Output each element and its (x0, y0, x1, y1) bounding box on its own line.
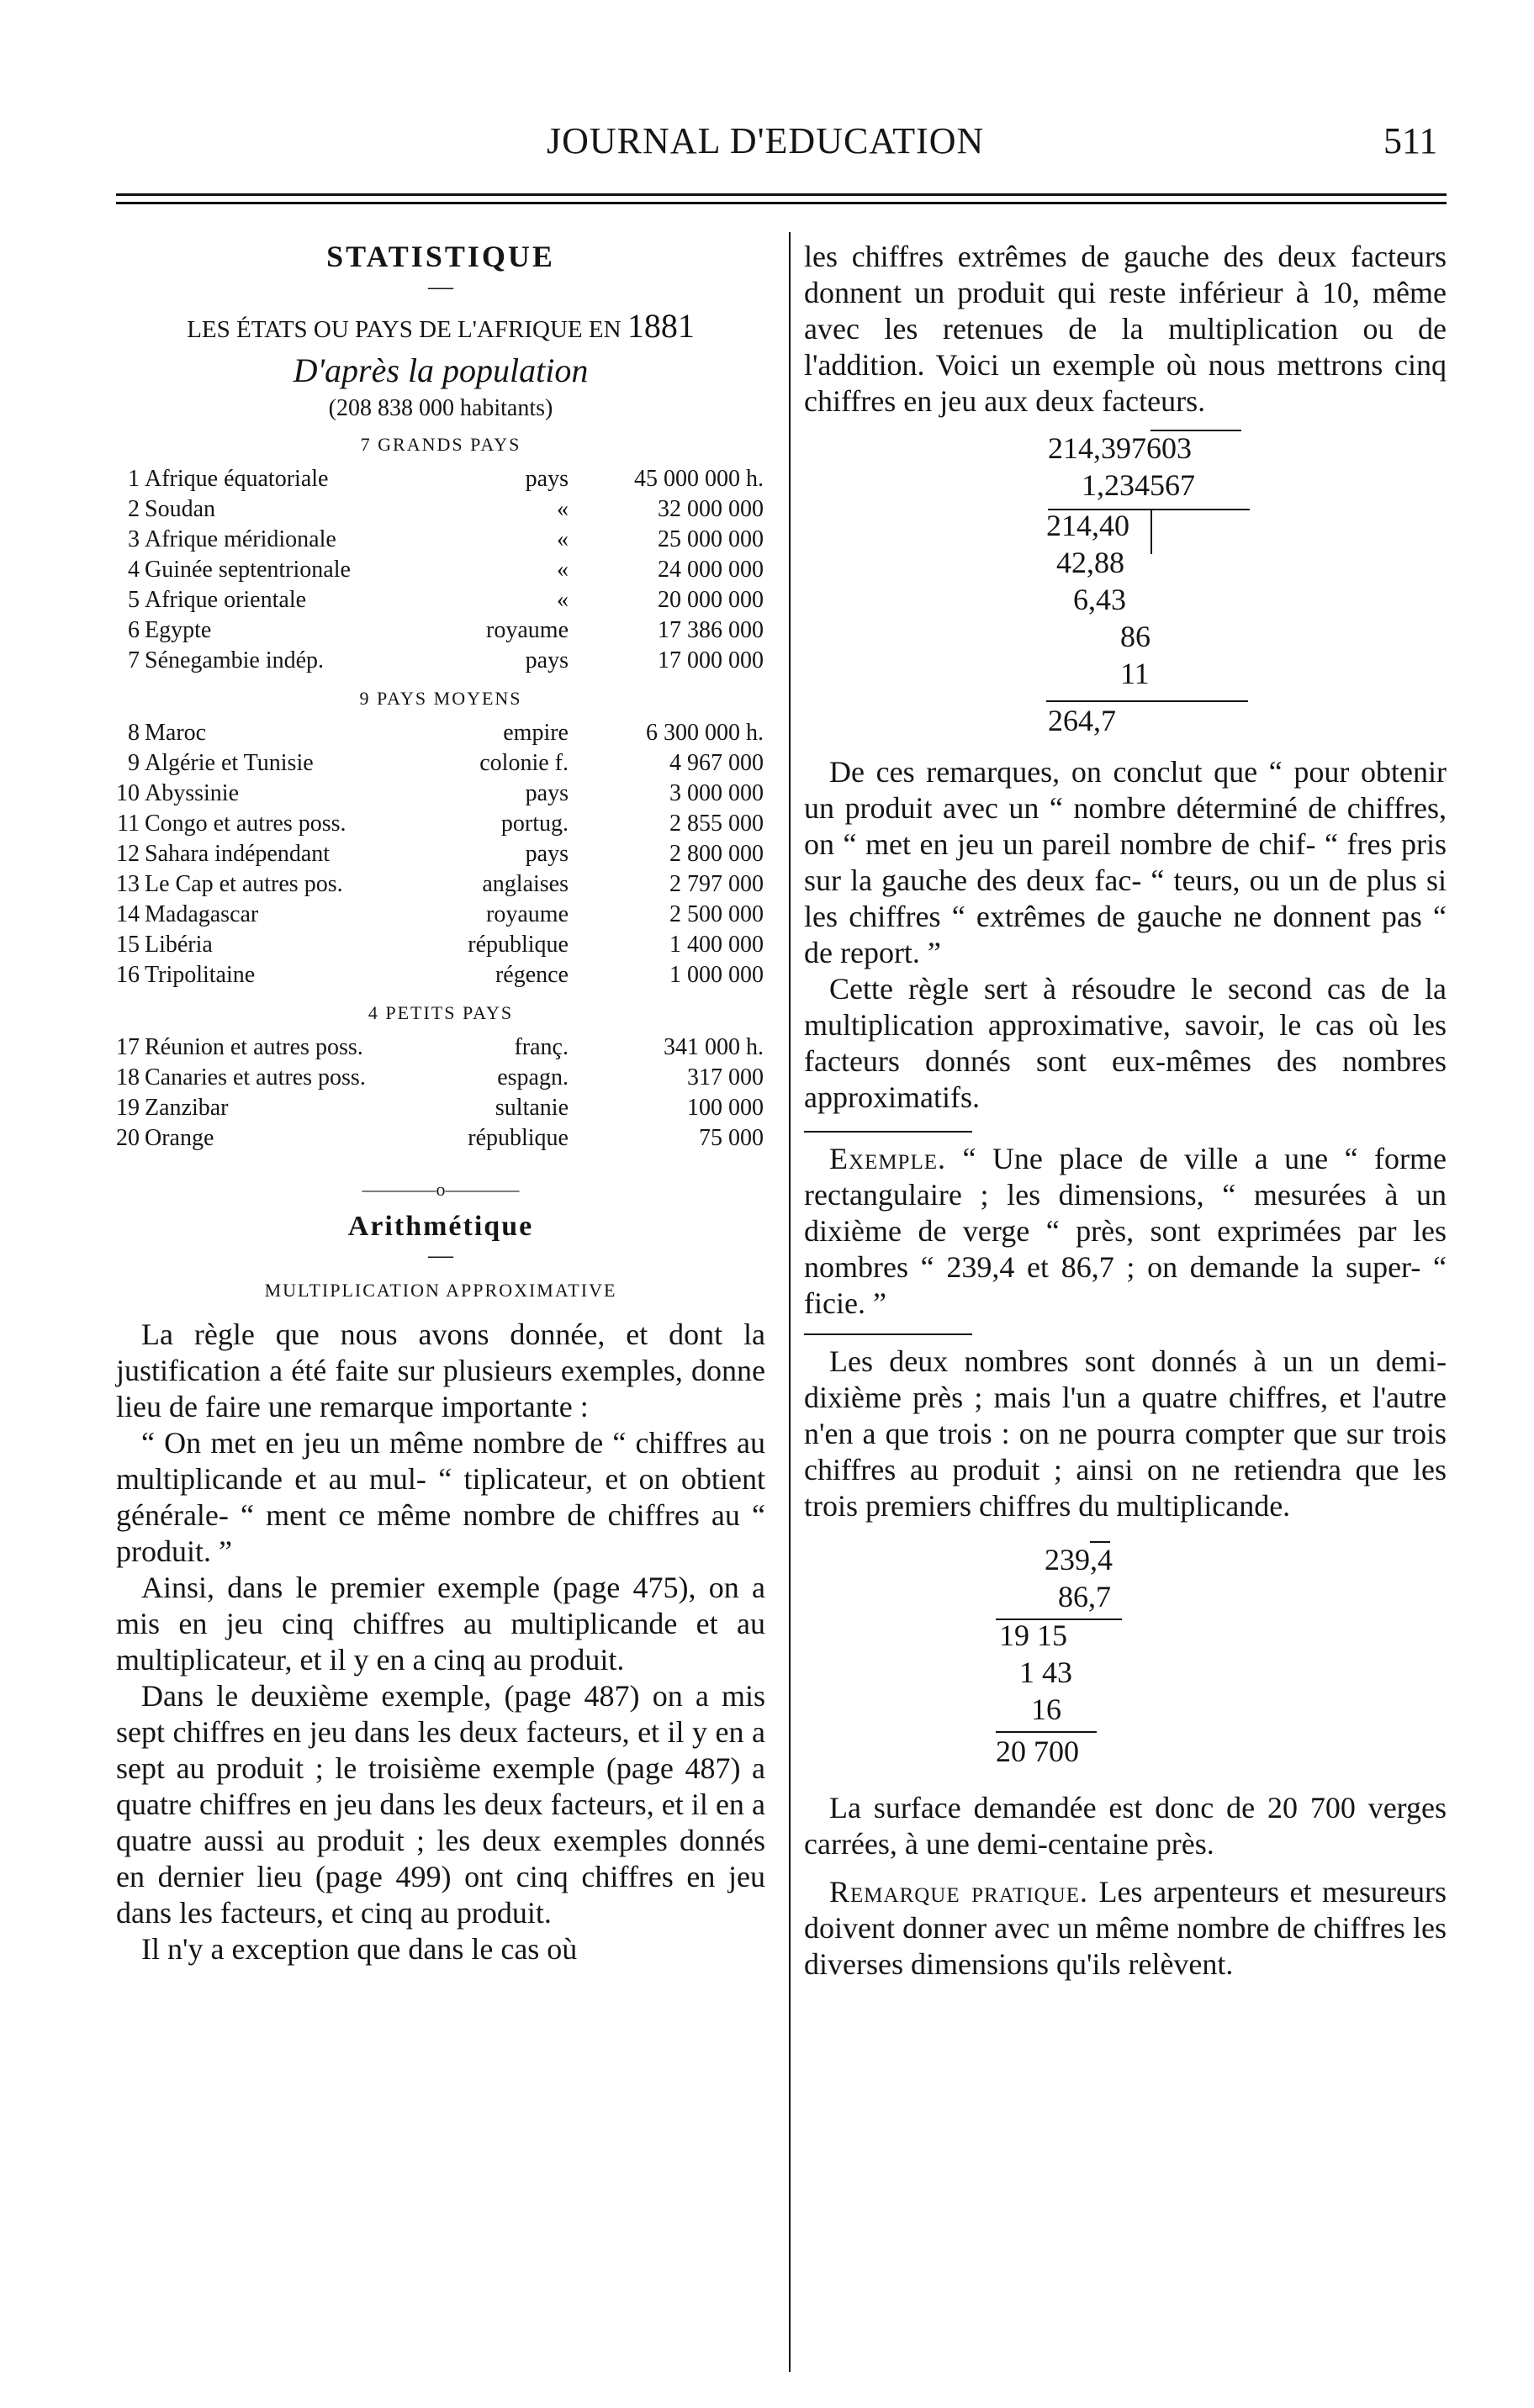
calc2-multiplier: 86,7 (1058, 1580, 1111, 1613)
country-population: 2 800 000 (669, 841, 764, 867)
country-population: 32 000 000 (658, 496, 764, 522)
country-status: pays (525, 780, 569, 806)
arithmetic-title: Arithmétique (347, 1211, 534, 1242)
group-heading-small: 4 PETITS PAYS (368, 1002, 514, 1023)
country-number: 1 (128, 466, 140, 492)
country-population: 100 000 (687, 1095, 764, 1121)
country-status: espagn. (497, 1064, 569, 1090)
country-status: république (468, 1125, 569, 1151)
states-subtitle (116, 306, 765, 346)
calc1-partial: 42,88 (1056, 546, 1124, 579)
country-status: colonie f. (479, 750, 569, 776)
header-rule-bottom (116, 202, 1447, 204)
country-name: Orange (145, 1125, 214, 1151)
country-number: 20 (116, 1125, 140, 1151)
section-title: STATISTIQUE (326, 240, 555, 273)
paragraph-remark (804, 1874, 1447, 1983)
country-number: 8 (128, 720, 140, 746)
country-number: 17 (116, 1034, 140, 1060)
example-rule-bottom (804, 1333, 972, 1335)
country-population: 2 500 000 (669, 901, 764, 927)
calc2-result: 20 700 (996, 1735, 1079, 1768)
country-row (116, 494, 764, 525)
calc2-overline (1090, 1541, 1110, 1543)
calc2-partial: 19 15 (999, 1619, 1067, 1652)
example-text: “ Une place de ville a une “ forme rectangulaire ; les dimensions, “ mesurées à un dixième de verge “ près, sont exprimées par les nombres “ 239,4 et 86,7 ; on demande la super- “ ficie. ” (804, 1142, 1447, 1320)
country-row (116, 646, 764, 676)
paragraph-conclusion: De ces remarques, on conclut que “ pour obtenir un produit avec un “ nombre déterminé de chiffres, on “ met en jeu un pareil nombre de chif- “ fres pris sur la gauche des deux fac- “ teurs, ou un de plus si les chiffres “ extrêmes de gauche ne donnent pas “ de report. ” (804, 755, 1447, 969)
left-column (116, 239, 765, 1967)
calc1-partial: 214,40 (1046, 509, 1129, 542)
country-population: 317 000 (687, 1064, 764, 1090)
country-row (116, 900, 764, 930)
country-row (116, 809, 764, 839)
country-name: Algérie et Tunisie (145, 750, 314, 776)
calc1-partial: 11 (1120, 657, 1150, 690)
country-row (116, 1063, 764, 1093)
country-population: 3 000 000 (669, 780, 764, 806)
country-name: Guinée septentrionale (145, 557, 351, 583)
country-row (116, 615, 764, 646)
country-number: 7 (128, 647, 140, 673)
country-population: 17 000 000 (658, 647, 764, 673)
country-number: 16 (116, 962, 140, 988)
calc2-multiplicand: 239,4 (1045, 1543, 1113, 1576)
country-status: empire (503, 720, 569, 746)
paragraph-rule-use: Cette règle sert à résoudre le second cas de la multiplication approximative, savoir, le cas où les facteurs donnés sont eux-mêmes des nombres approximatifs. (804, 972, 1447, 1114)
country-status: sultanie (495, 1095, 569, 1121)
country-name: Libéria (145, 932, 213, 958)
country-population: 2 855 000 (669, 811, 764, 837)
country-row (116, 748, 764, 779)
country-status: « (557, 587, 569, 613)
calc1-overline (1150, 430, 1241, 431)
country-name: Sahara indépendant (145, 841, 331, 867)
country-table-medium (116, 718, 764, 990)
country-population: 75 000 (699, 1125, 764, 1151)
country-status: anglaises (482, 871, 569, 897)
remark-text: Les arpenteurs et mesureurs doivent donner avec un même nombre de chiffres les diverses dimensions qu'ils relèvent. (804, 1875, 1447, 1981)
country-status: portug. (500, 811, 569, 837)
calculation-one (804, 420, 1447, 747)
country-row (116, 960, 764, 990)
country-population: 2 797 000 (669, 871, 764, 897)
calc1-column-bar (1150, 509, 1152, 554)
country-population: 6 300 000 h. (646, 720, 764, 746)
example-label: Exemple. (829, 1142, 946, 1175)
country-population: 1 000 000 (669, 962, 764, 988)
country-population: 24 000 000 (658, 557, 764, 583)
country-number: 5 (128, 587, 140, 613)
paragraph-example-one: Ainsi, dans le premier exemple (page 475), on a mis en jeu cinq chiffres au multiplicande et au multiplicateur, et il y en a cinq au produit. (116, 1571, 765, 1677)
country-name: Afrique équatoriale (145, 466, 329, 492)
country-name: Sénegambie indép. (145, 647, 325, 673)
country-name: Egypte (145, 617, 212, 643)
paragraph-quote: “ On met en jeu un même nombre de “ chiffres au multiplicande et au mul- “ tiplicateur, et on obtient générale- “ ment ce même nombre de chiffres au “ produit. ” (116, 1426, 765, 1568)
group-heading-large: 7 GRANDS PAYS (360, 434, 521, 455)
header-rule-top (116, 193, 1447, 196)
country-table-small (116, 1032, 764, 1154)
paragraph-intro: les chiffres extrêmes de gauche des deux facteurs donnent un produit qui reste inférieur à 10, même avec les retenues de la multiplication ou de l'addition. Voici un exemple où nous mettrons cinq chiffres en jeu aux deux facteurs. (804, 240, 1447, 418)
calc1-partial: 86 (1120, 620, 1150, 653)
country-number: 14 (116, 901, 140, 927)
country-status: pays (525, 466, 569, 492)
country-population: 17 386 000 (658, 617, 764, 643)
country-name: Afrique méridionale (145, 526, 336, 552)
country-population: 25 000 000 (658, 526, 764, 552)
country-row (116, 839, 764, 869)
country-status: pays (525, 647, 569, 673)
country-name: Madagascar (145, 901, 259, 927)
states-subtitle-text: LES ÉTATS OU PAYS DE L'AFRIQUE EN (187, 316, 622, 343)
country-name: Réunion et autres poss. (145, 1034, 363, 1060)
country-row (116, 585, 764, 615)
states-subtitle-year: 1881 (627, 307, 695, 345)
country-row (116, 525, 764, 555)
country-number: 4 (128, 557, 140, 583)
country-status: franç. (514, 1034, 569, 1060)
country-status: pays (525, 841, 569, 867)
group-heading-medium: 9 PAYS MOYENS (359, 688, 522, 709)
country-table-large (116, 464, 764, 676)
country-population: 4 967 000 (669, 750, 764, 776)
right-column (804, 239, 1447, 1983)
country-row (116, 1123, 764, 1154)
country-number: 9 (128, 750, 140, 776)
country-name: Canaries et autres poss. (145, 1064, 366, 1090)
calc2-partial: 16 (1031, 1692, 1061, 1726)
country-name: Afrique orientale (145, 587, 307, 613)
title-dash: — (428, 272, 453, 300)
country-row (116, 779, 764, 809)
calc2-partial: 1 43 (1019, 1656, 1072, 1689)
country-status: « (557, 557, 569, 583)
calc1-multiplicand: 214,397603 (1048, 431, 1192, 465)
paragraph-exception: Il n'y a exception que dans le cas où (141, 1932, 578, 1966)
country-row (116, 464, 764, 494)
remark-label: Remarque pratique. (829, 1875, 1088, 1909)
country-number: 12 (116, 841, 140, 867)
calculation-two (804, 1524, 1447, 1777)
paragraph-example (804, 1141, 1447, 1322)
country-name: Congo et autres poss. (145, 811, 346, 837)
multiplication-title: MULTIPLICATION APPROXIMATIVE (264, 1280, 617, 1301)
running-head: JOURNAL D'EDUCATION (547, 120, 985, 161)
section-separator: ————o———— (362, 1179, 520, 1200)
calc1-partial: 6,43 (1073, 583, 1126, 616)
country-name: Soudan (145, 496, 215, 522)
calc1-result: 264,7 (1048, 704, 1116, 737)
country-number: 15 (116, 932, 140, 958)
country-status: « (557, 526, 569, 552)
population-note: (208 838 000 habitants) (328, 395, 553, 421)
country-population: 1 400 000 (669, 932, 764, 958)
paragraph-numbers: Les deux nombres sont donnés à un un demi-dixième près ; mais l'un a quatre chiffres, et l'autre n'en a que trois : on ne pourra compter que sur trois chiffres au produit ; ainsi on ne retiendra que les trois premiers chiffres du multiplicande. (804, 1344, 1447, 1523)
country-name: Abyssinie (145, 780, 239, 806)
country-number: 13 (116, 871, 140, 897)
paragraph-example-two: Dans le deuxième exemple, (page 487) on a mis sept chiffres en jeu dans les deux facteurs, et il y en a sept au produit ; le troisième exemple (page 487) a quatre chiffres en jeu dans les deux facteurs, et il en a quatre aussi au produit ; les deux exemples donnés en dernier lieu (page 499) ont cinq chiffres en jeu dans les facteurs, et cinq au produit. (116, 1679, 765, 1930)
country-row (116, 555, 764, 585)
country-status: royaume (486, 617, 569, 643)
country-number: 6 (128, 617, 140, 643)
country-number: 11 (117, 811, 140, 837)
country-population: 341 000 h. (664, 1034, 764, 1060)
paragraph-rule: La règle que nous avons donnée, et dont la justification a été faite sur plusieurs exemples, donne lieu de faire une remarque importante : (116, 1318, 765, 1423)
country-number: 3 (128, 526, 140, 552)
country-population: 45 000 000 h. (634, 466, 764, 492)
country-name: Tripolitaine (145, 962, 256, 988)
country-row (116, 1093, 764, 1123)
country-row (116, 930, 764, 960)
country-status: royaume (486, 901, 569, 927)
country-row (116, 869, 764, 900)
italic-subtitle: D'après la population (293, 351, 589, 389)
country-number: 19 (116, 1095, 140, 1121)
paragraph-surface: La surface demandée est donc de 20 700 verges carrées, à une demi-centaine près. (804, 1791, 1447, 1861)
page-number: 511 (1383, 120, 1438, 161)
country-population: 20 000 000 (658, 587, 764, 613)
country-status: régence (495, 962, 569, 988)
country-row (116, 718, 764, 748)
country-name: Le Cap et autres pos. (145, 871, 343, 897)
country-name: Zanzibar (145, 1095, 229, 1121)
column-divider (789, 232, 791, 2372)
country-row (116, 1032, 764, 1063)
country-number: 18 (116, 1064, 140, 1090)
country-status: « (557, 496, 569, 522)
calc1-multiplier: 1,234567 (1082, 468, 1195, 502)
arithmetic-dash: — (428, 1241, 453, 1269)
country-name: Maroc (145, 720, 207, 746)
country-number: 2 (128, 496, 140, 522)
country-number: 10 (116, 780, 140, 806)
country-status: république (468, 932, 569, 958)
example-rule (804, 1131, 972, 1133)
